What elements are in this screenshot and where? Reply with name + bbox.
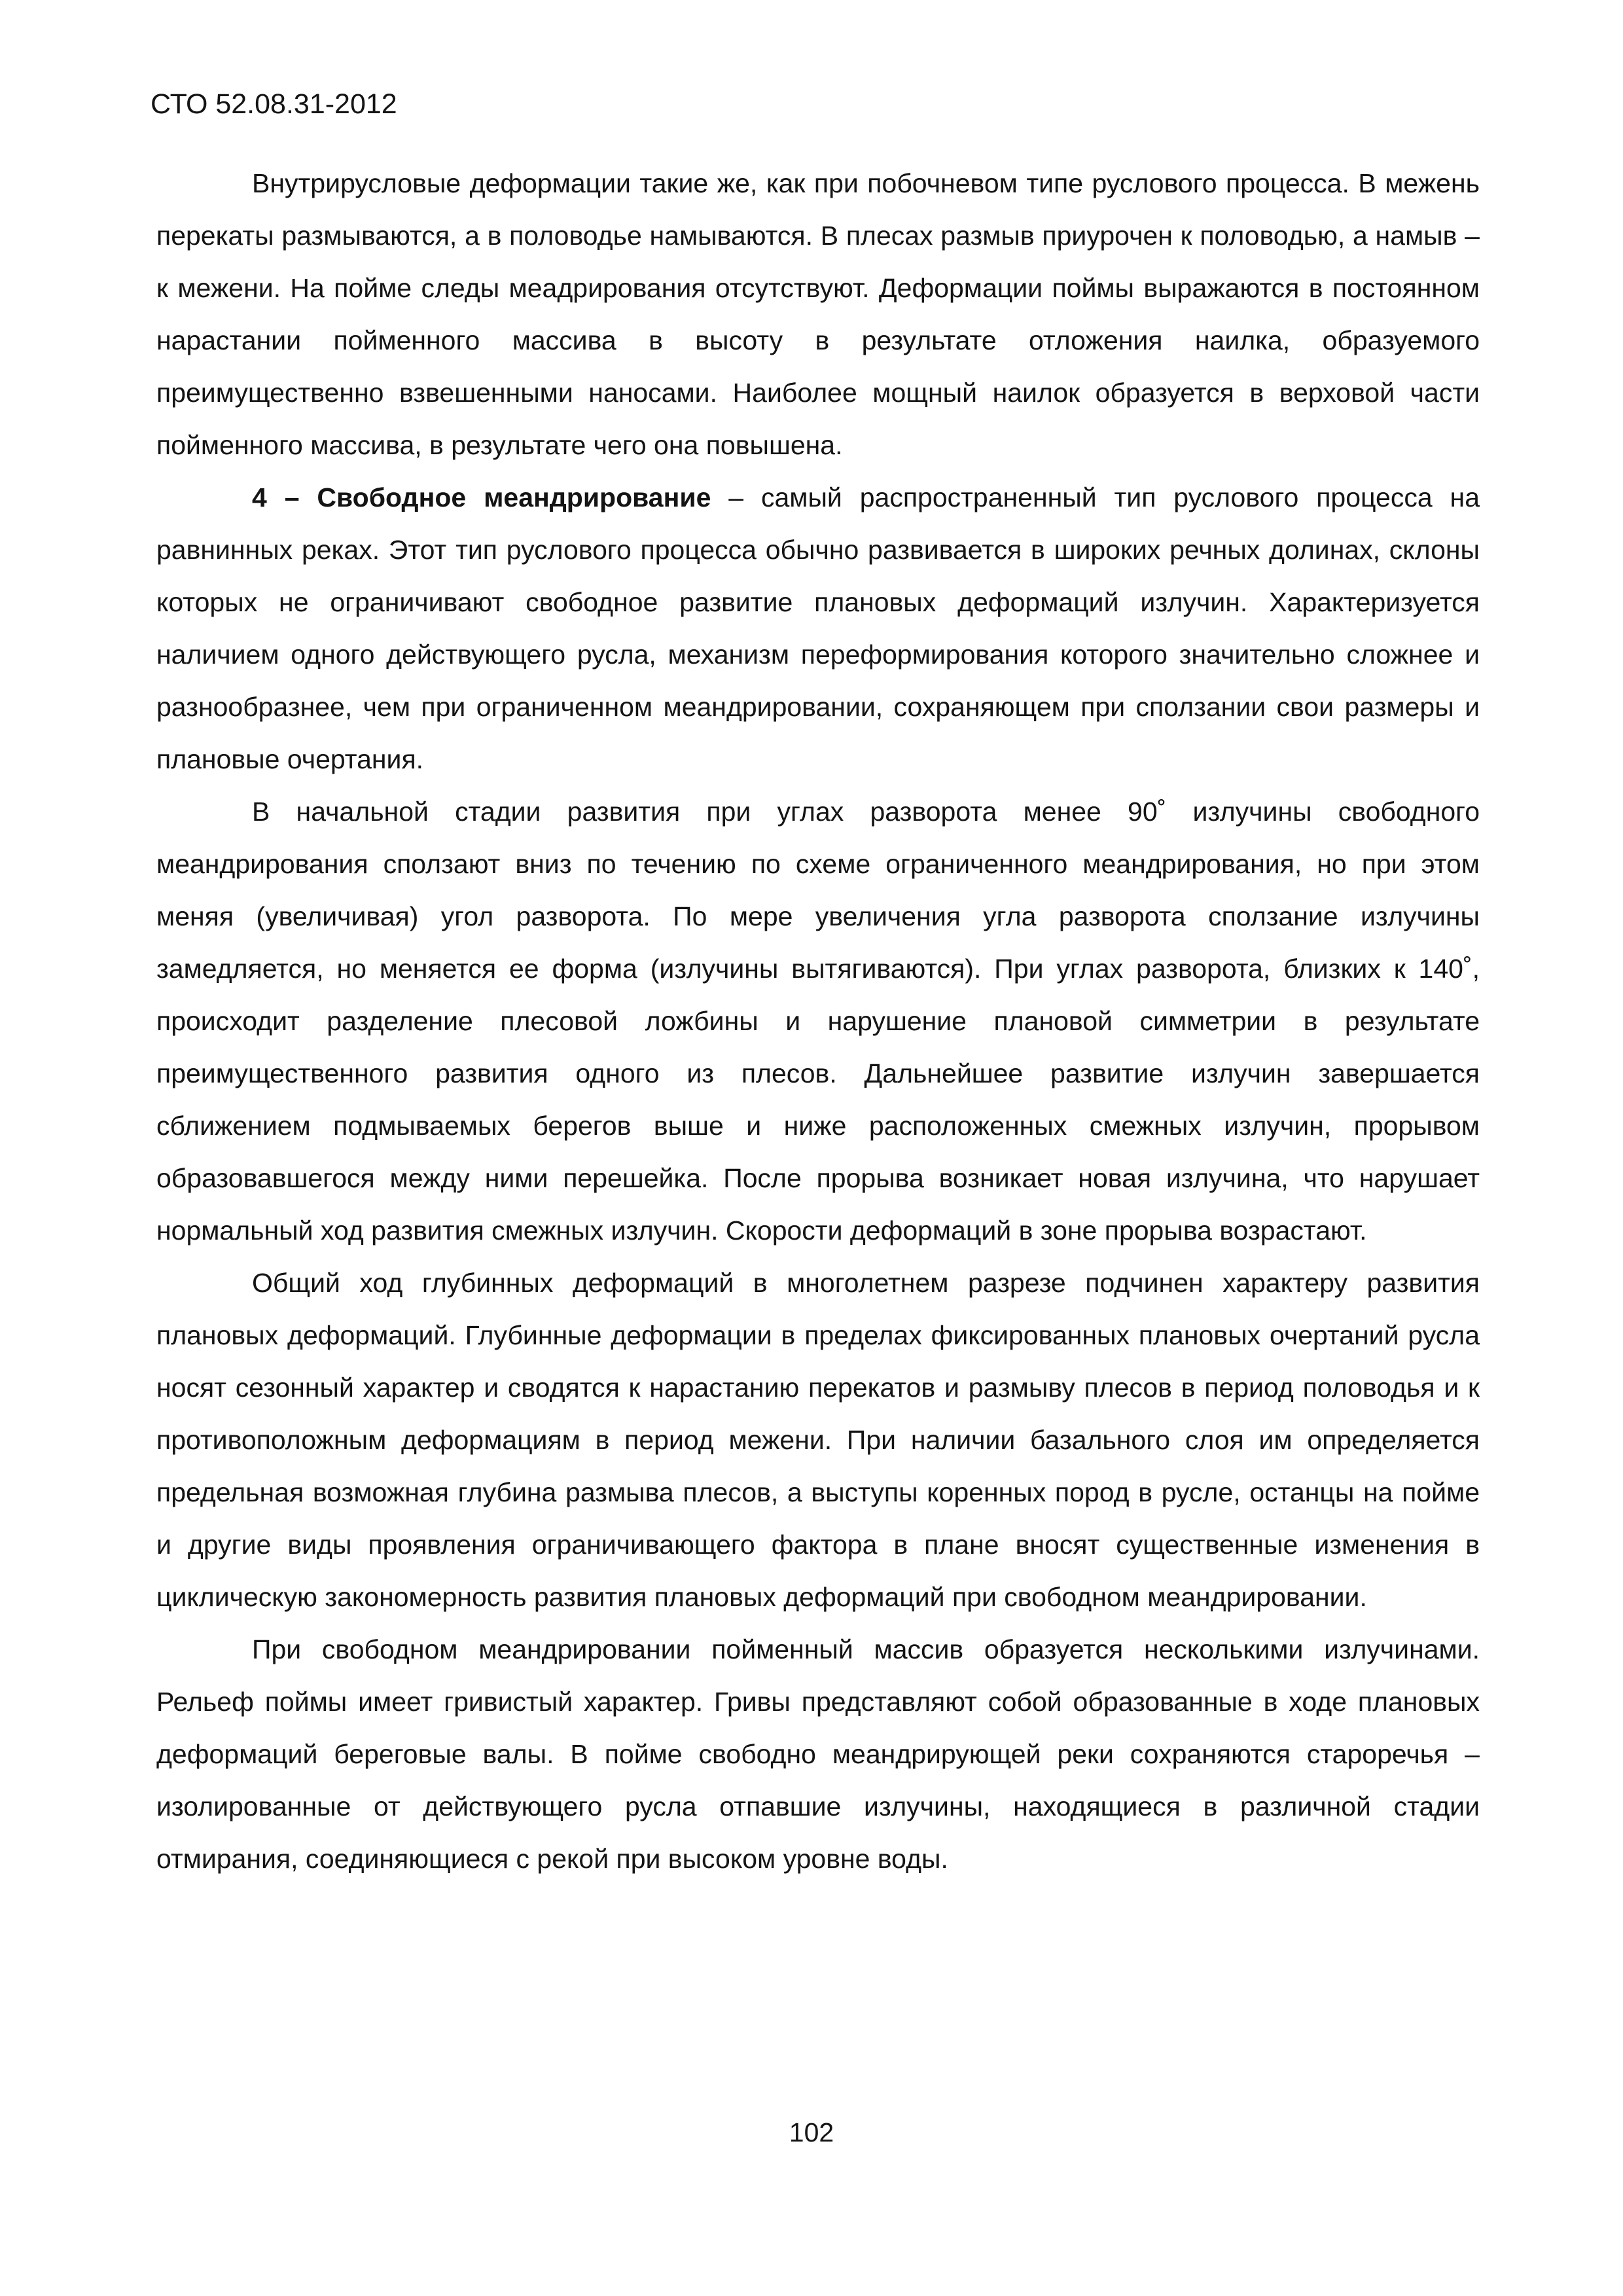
paragraph-initial-stage [156, 785, 1480, 1257]
paragraph-lead-term: 4 – Свободное меандрирование [252, 482, 711, 512]
paragraph-floodplain-relief [156, 1623, 1480, 1885]
document-code-header: СТО 52.08.31-2012 [151, 88, 397, 120]
document-body [156, 157, 1480, 1885]
paragraph-text: Общий ход глубинных деформаций в многолетнем разрезе подчинен характеру развития плановых деформаций. Глубинные деформации в пределах фиксированных плановых очертаний русла носят сезонный характер и сводятся к нарастанию перекатов и размыву плесов в период половодья и к противоположным деформациям в период межени. При наличии базального слоя им определяется предельная возможная глубина размыва плесов, а выступы коренных пород в русле, останцы на пойме и другие виды проявления ограничивающего фактора в плане вносят существенные изменения в циклическую закономерность развития плановых деформаций при свободном меандрировании. [156, 1268, 1480, 1612]
paragraph-depth-deformations [156, 1257, 1480, 1623]
paragraph-text: – самый распространенный тип руслового процесса на равнинных реках. Этот тип руслового процесса обычно развивается в широких речных долинах, склоны которых не ограничивают свободное развитие плановых деформаций излучин. Характеризуется наличием одного действующего русла, механизм переформирования которого значительно сложнее и разнообразнее, чем при ограниченном меандрировании, сохраняющем при сползании свои размеры и плановые очертания. [156, 482, 1480, 774]
paragraph-free-meandering-definition [156, 471, 1480, 785]
page-number: 102 [789, 2117, 834, 2147]
paragraph-text: В начальной стадии развития при углах разворота менее 90˚ излучины свободного меандрирования сползают вниз по течению по схеме ограниченного меандрирования, но при этом меняя (увеличивая) угол разворота. По мере увеличения угла разворота сползание излучины замедляется, но меняется ее форма (излучины вытягиваются). При углах разворота, близких к 140˚, происходит разделение плесовой ложбины и нарушение плановой симметрии в результате преимущественного развития одного из плесов. Дальнейшее развитие излучин завершается сближением подмываемых берегов выше и ниже расположенных смежных излучин, прорывом образовавшегося между ними перешейка. После прорыва возникает новая излучина, что нарушает нормальный ход развития смежных излучин. Скорости деформаций в зоне прорыва возрастают. [156, 797, 1480, 1246]
paragraph-text: При свободном меандрировании пойменный массив образуется несколькими излучинами. Рельеф поймы имеет гривистый характер. Гривы представляют собой образованные в ходе плановых деформаций береговые валы. В пойме свободно меандрирующей реки сохраняются старoречья – изолированные от действующего русла отпавшие излучины, находящиеся в различной стадии отмирания, соединяющиеся с рекой при высоком уровне воды. [156, 1634, 1480, 1874]
paragraph-text: Внутрирусловые деформации такие же, как при побочневом типе руслового процесса. В межень перекаты размываются, а в половодье намываются. В плесах размыв приурочен к половодью, а намыв – к межени. На пойме следы меадрирования отсутствуют. Деформации поймы выражаются в постоянном нарастании пойменного массива в высоту в результате отложения наилка, образуемого преимущественно взвешенными наносами. Наиболее мощный наилок образуется в верховой части пойменного массива, в результате чего она повышена. [156, 168, 1480, 460]
paragraph-intrachannel-deformations [156, 157, 1480, 471]
